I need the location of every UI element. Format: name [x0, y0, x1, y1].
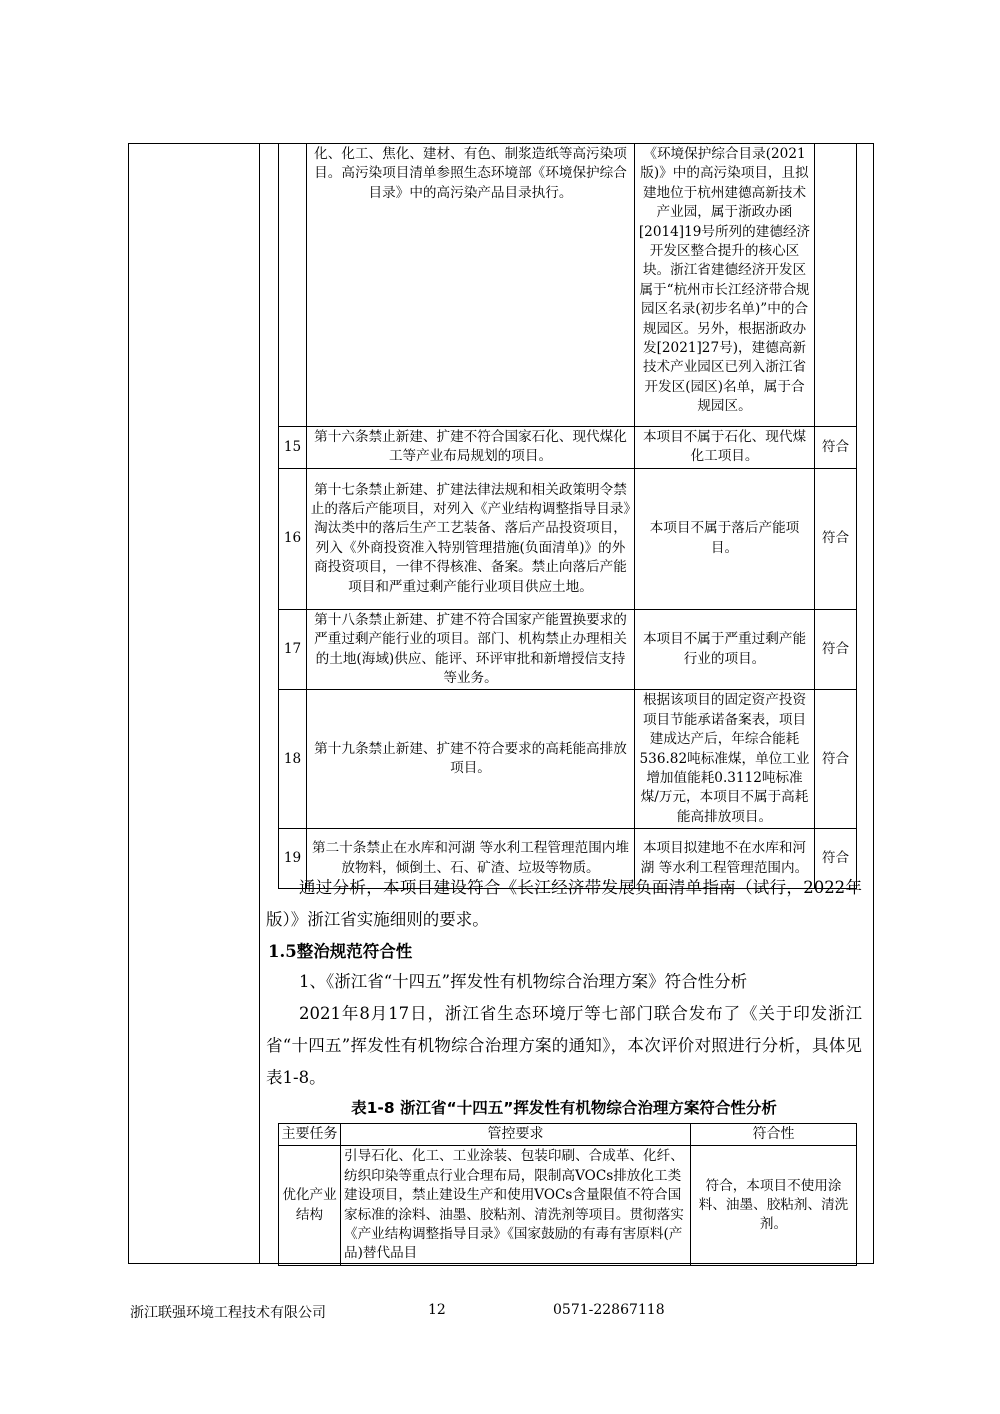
table-row: [279, 609, 857, 690]
section-heading: 1.5整治规范符合性: [268, 942, 413, 961]
analysis-cell: 本项目不属于石化、现代煤化工项目。: [635, 427, 815, 469]
table-row: [279, 1146, 857, 1265]
row-number-cell: 16: [279, 468, 307, 609]
table2-caption: 表1-8 浙江省“十四五”挥发性有机物综合治理方案符合性分析: [351, 1099, 777, 1117]
negative-list-table: [278, 143, 857, 889]
conclusion-paragraph: 通过分析，本项目建设符合《长江经济带发展负面清单指南（试行，2022年版）》浙江省实施细则的要求。: [266, 878, 862, 929]
result-cell: 符合: [815, 468, 857, 609]
requirement-cell: 第十六条禁止新建、扩建不符合国家石化、现代煤化工等产业布局规划的项目。: [307, 427, 635, 469]
requirement-cell: 引导石化、化工、工业涂装、包装印刷、合成革、化纤、纺织印染等重点行业合理布局，限制高VOCs排放化工类建设项目，禁止建设生产和使用VOCs含量限值不符合国家标准的涂料、油墨、胶粘剂、清洗剂等项目。贯彻落实《产业结构调整指导目录》《国家鼓励的有毒有害原料(产品)替代品目: [341, 1146, 691, 1265]
row-number-cell: 18: [279, 690, 307, 829]
header-requirement: 管控要求: [341, 1124, 691, 1146]
analysis-cell: 本项目不属于落后产能项目。: [635, 468, 815, 609]
header-task: 主要任务: [279, 1124, 341, 1146]
table-row: [279, 427, 857, 469]
requirement-cell: 第二十条禁止在水库和河湖 等水利工程管理范围内堆放物料，倾倒土、石、矿渣、垃圾等物质。: [307, 829, 635, 889]
voc-compliance-table: [278, 1123, 857, 1266]
result-cell: 符合，本项目不使用涂料、油墨、胶粘剂、清洗剂。: [691, 1146, 857, 1265]
result-cell: 符合: [815, 609, 857, 690]
row-number-cell: 15: [279, 427, 307, 469]
analysis-cell: 本项目不属于严重过剩产能行业的项目。: [635, 609, 815, 690]
analysis-cell: 《环境保护综合目录(2021版)》中的高污染项目，且拟建地位于杭州建德高新技术产业园，属于浙政办函[2014]19号所列的建德经济开发区整合提升的核心区块。浙江省建德经济开发区属于“杭州市长江经济带合规园区名录(初步名单)”中的合规园区。另外，根据浙政办发[2021]27号)，建德高新技术产业园区已列入浙江省开发区(园区)名单，属于合规园区。: [635, 144, 815, 427]
analysis-cell: 根据该项目的固定资产投资项目节能承诺备案表，项目建成达产后，年综合能耗536.82吨标准煤，单位工业增加值能耗0.3112吨标准煤/万元，本项目不属于高耗能高排放项目。: [635, 690, 815, 829]
requirement-cell: 第十八条禁止新建、扩建不符合国家产能置换要求的严重过剩产能行业的项目。部门、机构禁止办理相关的土地(海域)供应、能评、环评审批和新增授信支持等业务。: [307, 609, 635, 690]
footer-phone: 0571-22867118: [553, 1302, 665, 1318]
result-cell: [815, 144, 857, 427]
row-number-cell: 17: [279, 609, 307, 690]
requirement-cell: 化、化工、焦化、建材、有色、制浆造纸等高污染项目。高污染项目清单参照生态环境部《环境保护综合目录》中的高污染产品目录执行。: [307, 144, 635, 427]
task-cell: 优化产业结构: [279, 1146, 341, 1265]
requirement-cell: 第十七条禁止新建、扩建法律法规和相关政策明令禁止的落后产能项目，对列入《产业结构调整指导目录》淘汰类中的落后生产工艺装备、落后产品投资项目，列入《外商投资准入特别管理措施(负面清单)》的外商投资项目，一律不得核准、备案。禁止向落后产能项目和严重过剩产能行业项目供应土地。: [307, 468, 635, 609]
result-cell: 符合: [815, 690, 857, 829]
row-number-cell: [279, 144, 307, 427]
table-row: [279, 144, 857, 427]
row-number-cell: 19: [279, 829, 307, 889]
intro-paragraph: 2021年8月17日，浙江省生态环境厅等七部门联合发布了《关于印发浙江省“十四五”挥发性有机物综合治理方案的通知》，本次评价对照进行分析，具体见表1-8。: [266, 1004, 862, 1087]
analysis-cell: 本项目拟建地不在水库和河湖 等水利工程管理范围内。: [635, 829, 815, 889]
subsection-title: 1、《浙江省“十四五”挥发性有机物综合治理方案》符合性分析: [299, 972, 748, 991]
result-cell: 符合: [815, 829, 857, 889]
table-row: [279, 690, 857, 829]
left-category-column: [129, 144, 260, 1263]
footer-company: 浙江联强环境工程技术有限公司: [130, 1305, 326, 1321]
requirement-cell: 第十九条禁止新建、扩建不符合要求的高耗能高排放项目。: [307, 690, 635, 829]
header-result: 符合性: [691, 1124, 857, 1146]
table-row: [279, 468, 857, 609]
result-cell: 符合: [815, 427, 857, 469]
footer-page-number: 12: [428, 1302, 446, 1318]
